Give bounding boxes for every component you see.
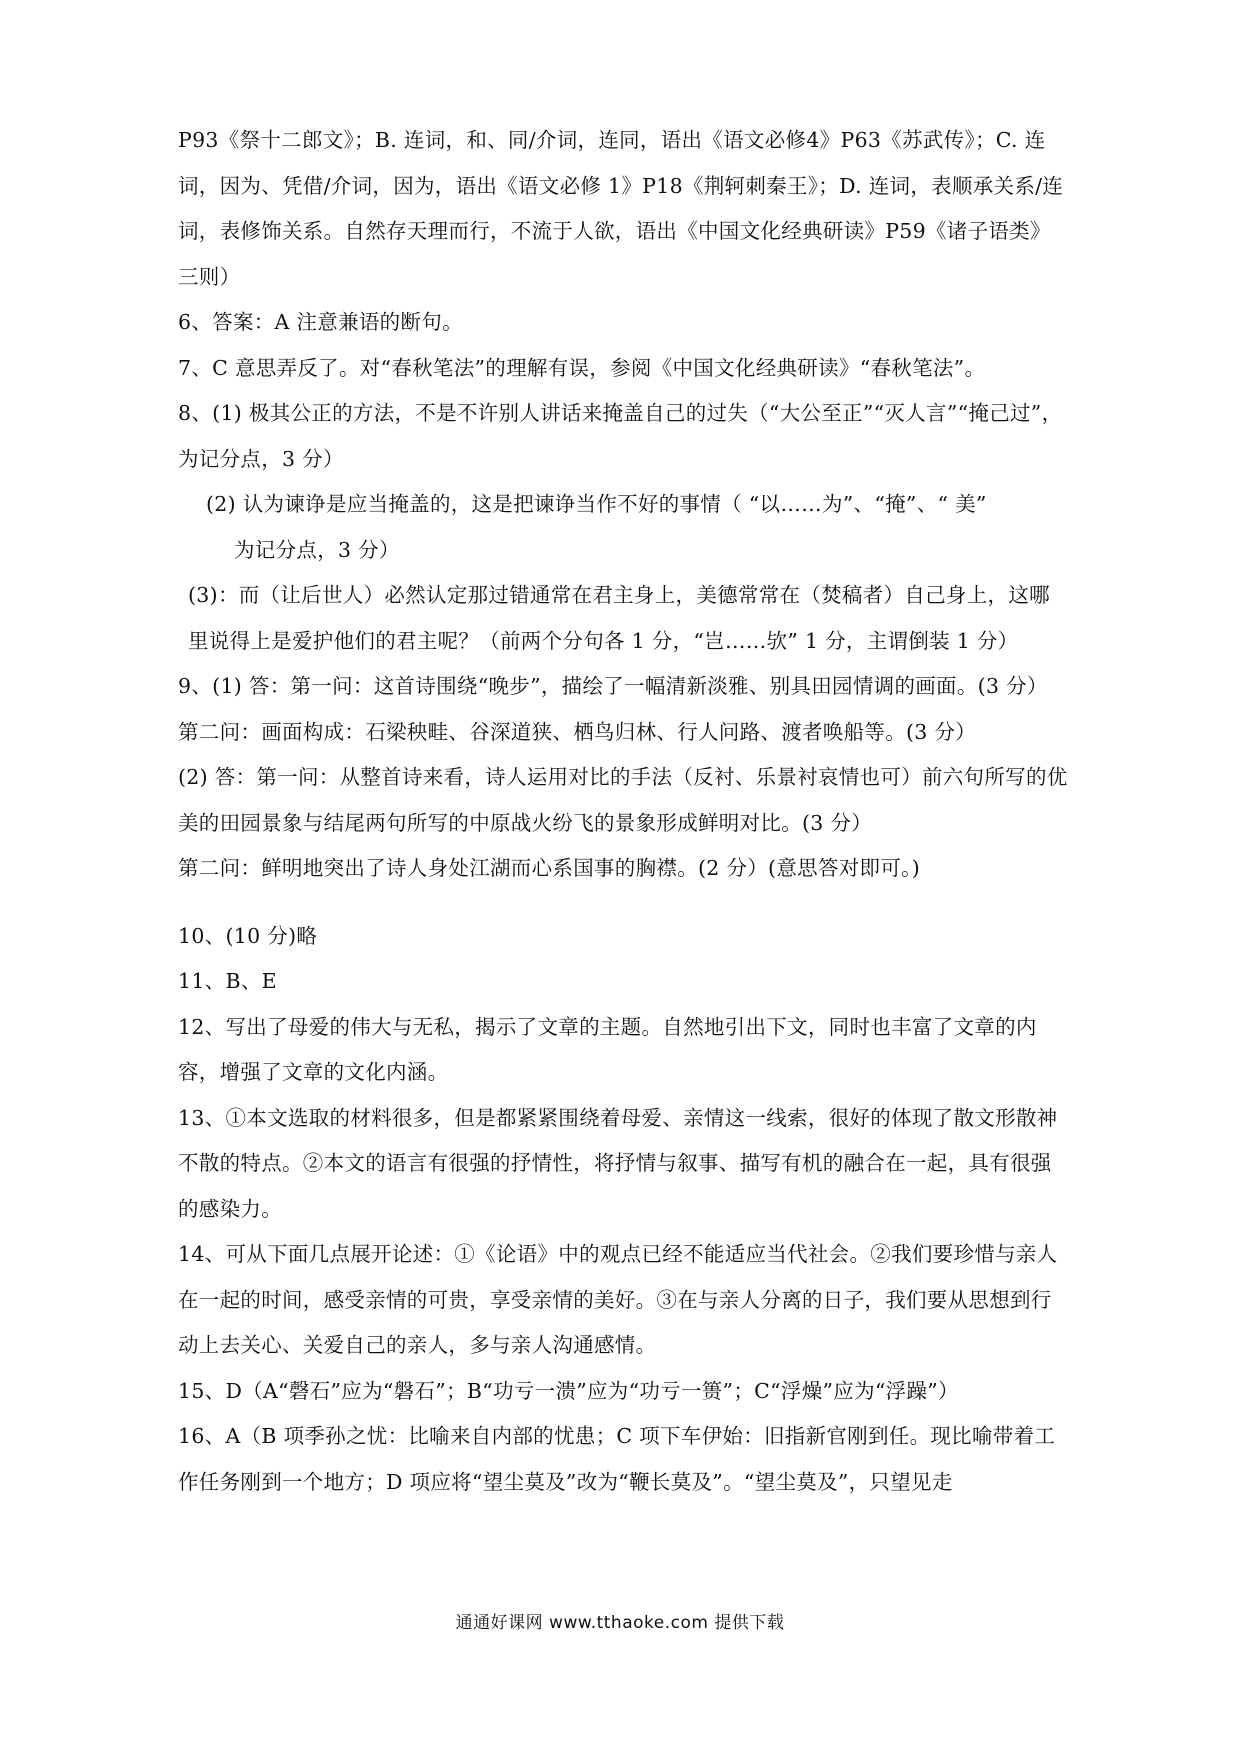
answer-8-part-2-text: (2) 认为谏诤是应当掩盖的，这是把谏诤当作不好的事情（ “以……为”、“掩”、“ 美” — [206, 492, 987, 516]
answer-9-part-2-second-question: 第二问：鲜明地突出了诗人身处江湖而心系国事的胸襟。(2 分）(意思答对即可。) — [178, 856, 920, 880]
answer-content — [178, 118, 1068, 1505]
page-footer: 通通好课网 www.tthaoke.com 提供下载 — [455, 1613, 785, 1633]
answer-6: 6、答案：A 注意兼语的断句。 — [178, 310, 463, 334]
answer-8-part-2 — [178, 482, 1068, 573]
answer-8-part-3: (3)：而（让后世人）必然认定那过错通常在君主身上，美德常常在（焚稿者）自己身上，这哪里说得上是爱护他们的君主呢？（前两个分句各 1 分，“岂……欤” 1 分，主谓倒装 1 分） — [188, 583, 1050, 653]
answer-5-continuation: P93《祭十二郎文》；B. 连词，和、同/介词，连同，语出《语文必修4》P63《苏武传》；C. 连词，因为、凭借/介词，因为，语出《语文必修 1》P18《荆轲刺秦王》；D. 连词，表顺承关系/连词，表修饰关系。自然存天理而行，不流于人欲，语出《中国文化经典研读》P59《诸子语类》三则） — [178, 128, 1064, 289]
answer-11: 11、B、E — [178, 969, 277, 993]
spacer — [178, 892, 1068, 914]
answer-8-part-1: 8、(1) 极其公正的方法，不是不许别人讲话来掩盖自己的过失（“大公至正”“灭人言”“掩己过”，为记分点，3 分） — [178, 401, 1063, 471]
answer-7: 7、C 意思弄反了。对“春秋笔法”的理解有误，参阅《中国文化经典研读》“春秋笔法”。 — [178, 355, 986, 380]
answer-16: 16、A（B 项季孙之忧：比喻来自内部的忧患；C 项下车伊始：旧指新官刚到任。现比喻带着工作任务刚到一个地方；D 项应将“望尘莫及”改为“鞭长莫及”。“望尘莫及”，只望见走 — [178, 1424, 1056, 1494]
answer-8-part-2-tail: 为记分点，3 分） — [234, 537, 400, 562]
answer-10: 10、(10 分)略 — [178, 923, 318, 948]
answer-13: 13、①本文选取的材料很多，但是都紧紧围绕着母爱、亲情这一线索，很好的体现了散文形散神不散的特点。②本文的语言有很强的抒情性，将抒情与叙事、描写有机的融合在一起，具有很强的感染力。 — [178, 1105, 1058, 1221]
answer-15: 15、D（A“磬石”应为“磐石”；B“功亏一溃”应为“功亏一篑”；C“浮燥”应为“浮躁”） — [178, 1378, 959, 1403]
answer-14: 14、可从下面几点展开论述：①《论语》中的观点已经不能适应当代社会。②我们要珍惜与亲人在一起的时间，感受亲情的可贵，享受亲情的美好。③在与亲人分离的日子，我们要从思想到行动上去关心、关爱自己的亲人，多与亲人沟通感情。 — [178, 1242, 1058, 1357]
answer-9-part-1: 9、(1) 答：第一问：这首诗围绕“晚步”，描绘了一幅清新淡雅、别具田园情调的画面。(3 分）第二问：画面构成：石梁秧畦、谷深道狭、栖鸟归林、行人问路、渡者唤船等。(3 分） — [178, 674, 1048, 744]
answer-12: 12、写出了母爱的伟大与无私，揭示了文章的主题。自然地引出下文，同时也丰富了文章的内容，增强了文章的文化内涵。 — [178, 1014, 1037, 1084]
answer-9-part-2: (2) 答：第一问：从整首诗来看，诗人运用对比的手法（反衬、乐景衬哀情也可）前六句所写的优美的田园景象与结尾两句所写的中原战火纷飞的景象形成鲜明对比。(3 分） — [178, 765, 1068, 835]
